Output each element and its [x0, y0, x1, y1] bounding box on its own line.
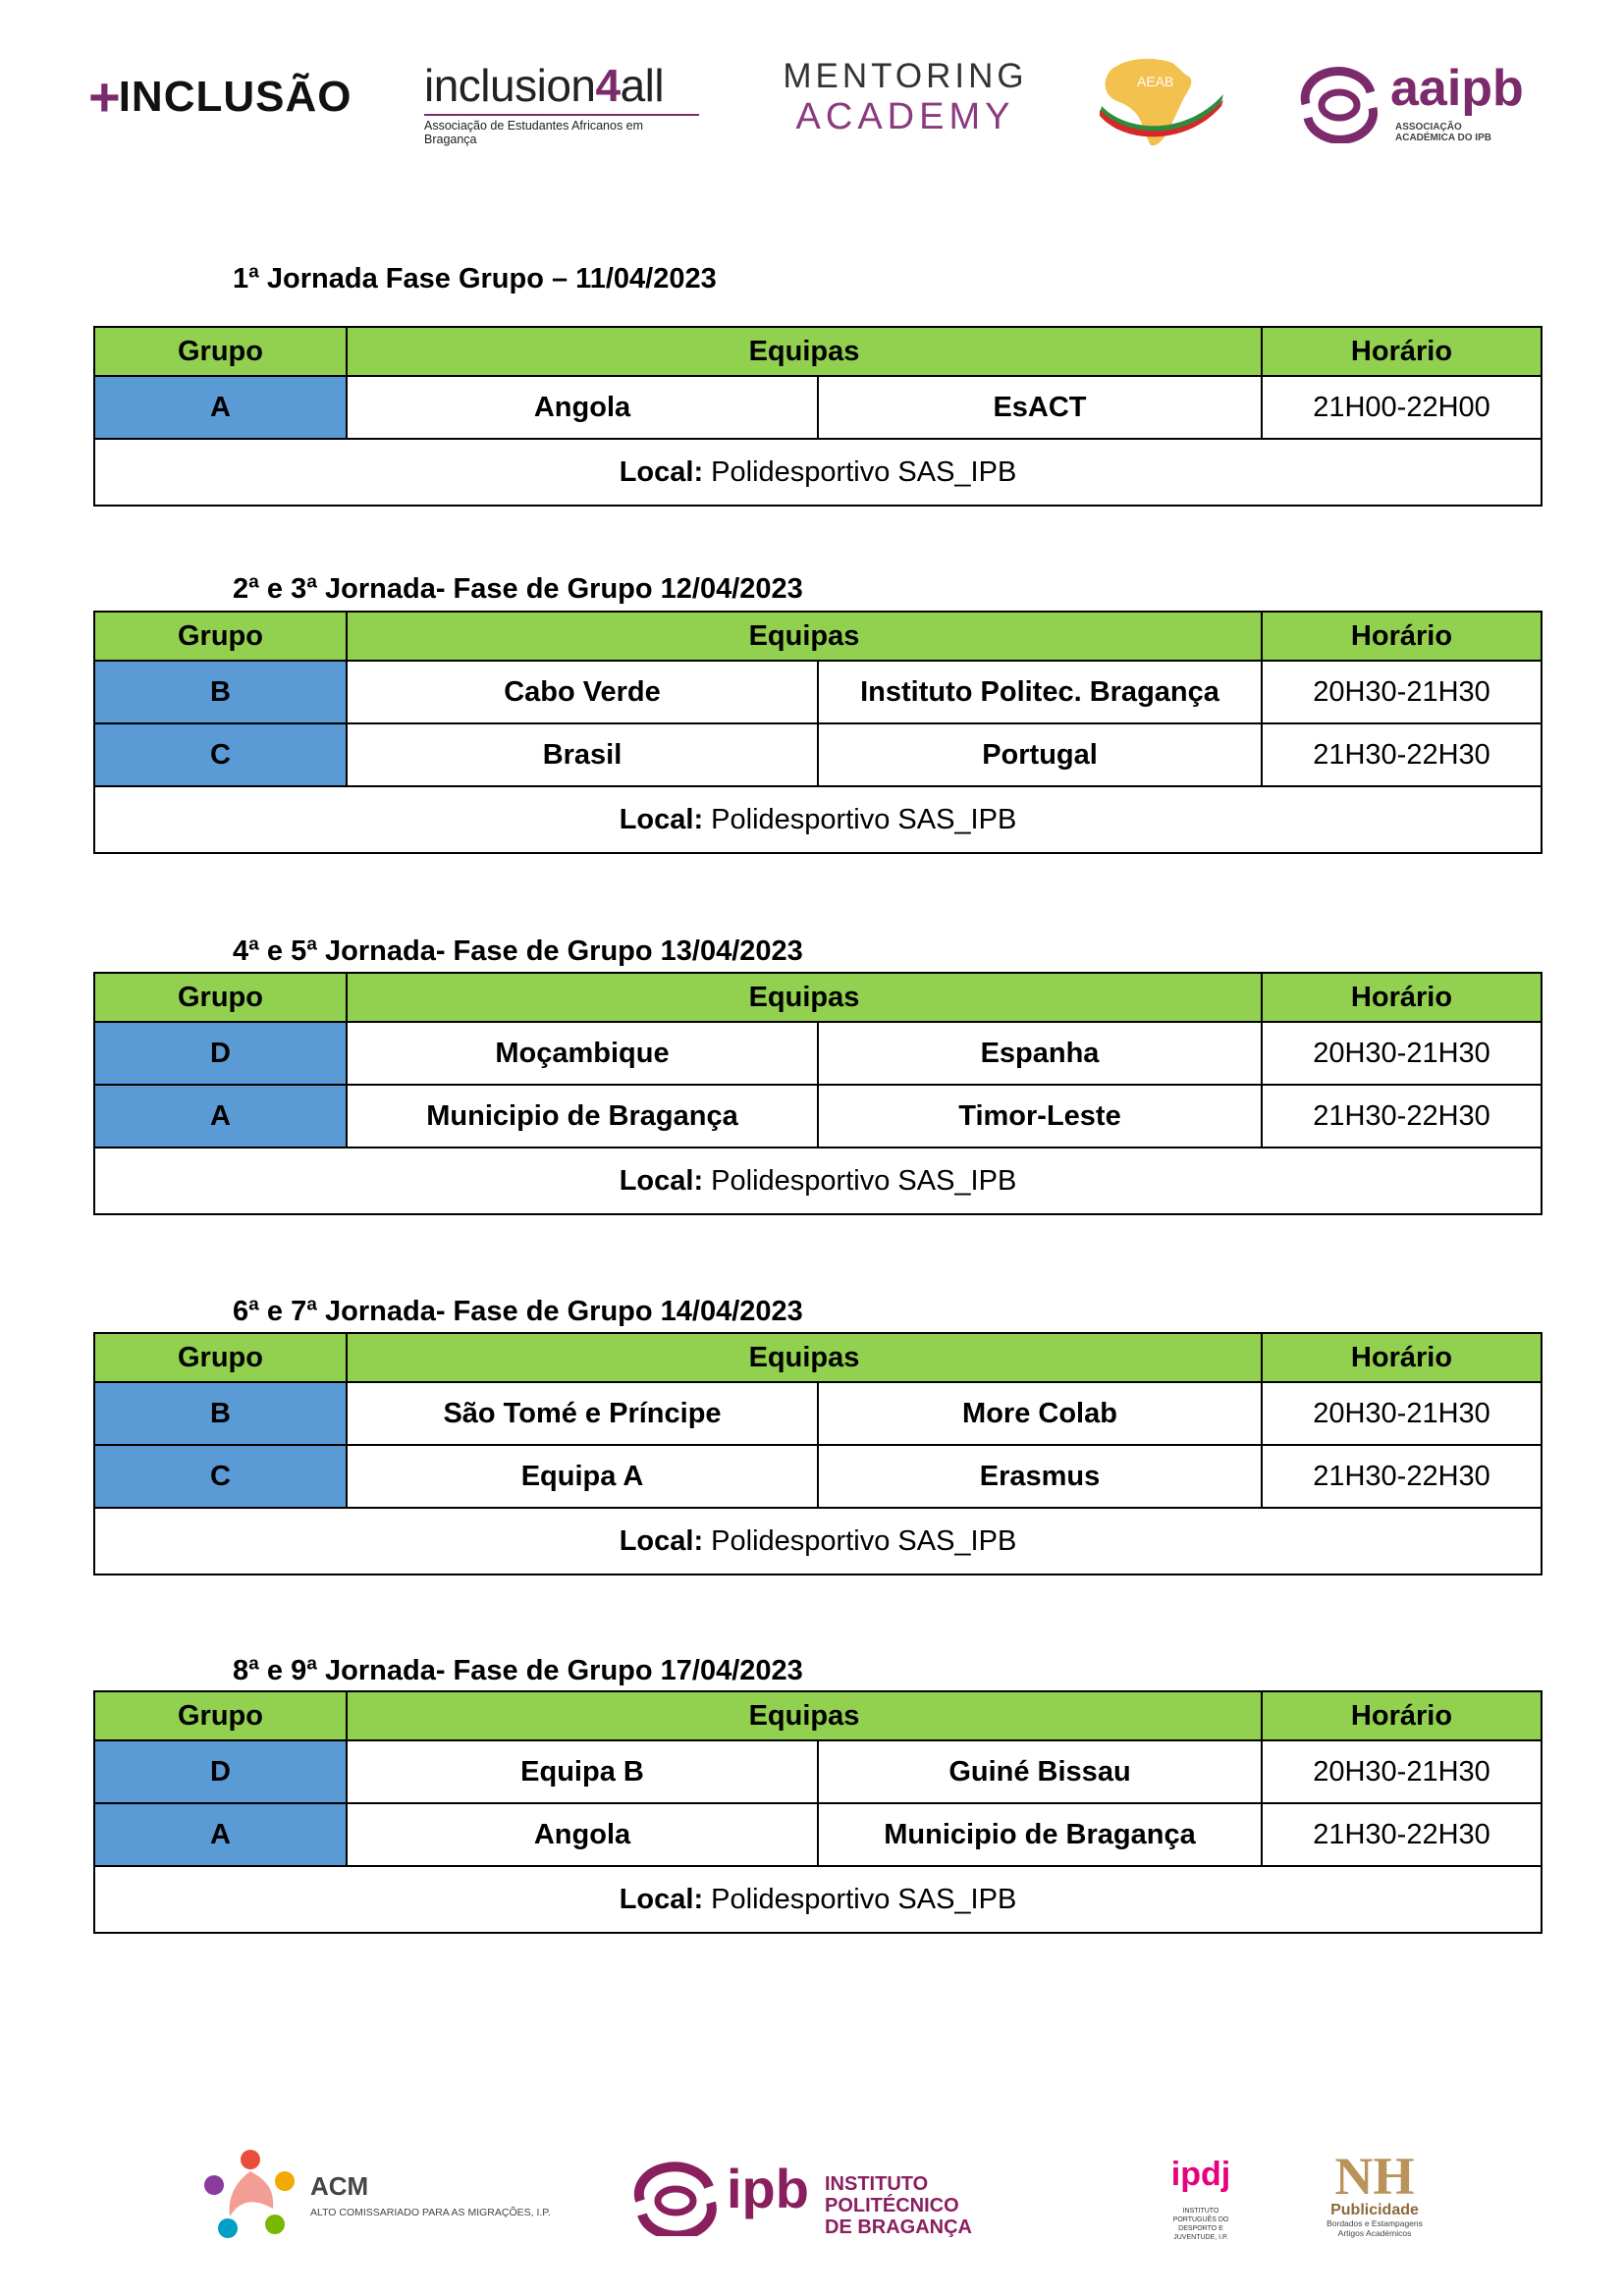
- time-cell: 21H30-22H30: [1262, 1445, 1542, 1508]
- aaipb-emblem-icon: [1292, 65, 1386, 143]
- table-row: [94, 1085, 1542, 1148]
- header-group: Grupo: [94, 612, 347, 661]
- group-cell: C: [94, 723, 347, 786]
- inclusion4all-logo-subtitle: Associação de Estudantes Africanos em Bragança: [424, 114, 699, 146]
- group-cell: A: [94, 1085, 347, 1148]
- svg-text:AEAB: AEAB: [1137, 74, 1174, 89]
- team-away-cell: Guiné Bissau: [818, 1740, 1262, 1803]
- acm-logo-subtitle: ALTO COMISSARIADO PARA AS MIGRAÇÕES, I.P.: [310, 2207, 551, 2218]
- group-cell: D: [94, 1022, 347, 1085]
- location-cell: [94, 786, 1542, 853]
- header-group: Grupo: [94, 1333, 347, 1382]
- time-cell: 21H00-22H00: [1262, 376, 1542, 439]
- group-cell: D: [94, 1740, 347, 1803]
- group-cell: B: [94, 661, 347, 723]
- group-cell: A: [94, 1803, 347, 1866]
- ipb-logo: [628, 2158, 1060, 2240]
- table-row: [94, 376, 1542, 439]
- header-teams: Equipas: [347, 973, 1262, 1022]
- header-logos: [0, 55, 1624, 163]
- table-row: [94, 1382, 1542, 1445]
- location-value: Polidesportivo SAS_IPB: [711, 1524, 1017, 1557]
- aeab-logo: [1096, 55, 1233, 153]
- acm-logo-text: ACM: [310, 2171, 369, 2201]
- location-row: [94, 439, 1542, 506]
- footer-logos: [0, 2140, 1624, 2268]
- team-home-cell: Angola: [347, 376, 818, 439]
- team-away-cell: Portugal: [818, 723, 1262, 786]
- ipb-logo-subtitle: INSTITUTO POLITÉCNICO DE BRAGANÇA: [825, 2173, 972, 2238]
- time-cell: 20H30-21H30: [1262, 1022, 1542, 1085]
- location-value: Polidesportivo SAS_IPB: [711, 1164, 1017, 1197]
- team-home-cell: Equipa B: [347, 1740, 818, 1803]
- team-away-cell: Espanha: [818, 1022, 1262, 1085]
- team-away-cell: Instituto Politec. Bragança: [818, 661, 1262, 723]
- header-teams: Equipas: [347, 327, 1262, 376]
- location-cell: [94, 1508, 1542, 1575]
- team-home-cell: Moçambique: [347, 1022, 818, 1085]
- location-value: Polidesportivo SAS_IPB: [711, 803, 1017, 835]
- team-home-cell: Municipio de Bragança: [347, 1085, 818, 1148]
- time-cell: 21H30-22H30: [1262, 723, 1542, 786]
- section-title: 1ª Jornada Fase Grupo – 11/04/2023: [233, 263, 717, 294]
- table-header-row: [94, 1691, 1542, 1740]
- header-time: Horário: [1262, 327, 1542, 376]
- header-group: Grupo: [94, 327, 347, 376]
- aaipb-logo-subtitle: ASSOCIAÇÃO ACADÉMICA DO IPB: [1395, 122, 1491, 143]
- header-teams: Equipas: [347, 612, 1262, 661]
- table-row: [94, 1740, 1542, 1803]
- location-row: [94, 1148, 1542, 1214]
- time-cell: 20H30-21H30: [1262, 1740, 1542, 1803]
- team-away-cell: EsACT: [818, 376, 1262, 439]
- inclusao-logo-text: INCLUSÃO: [118, 73, 352, 121]
- location-cell: [94, 1866, 1542, 1933]
- table-row: [94, 1445, 1542, 1508]
- header-time: Horário: [1262, 1691, 1542, 1740]
- group-cell: C: [94, 1445, 347, 1508]
- location-label: Local:: [619, 1883, 704, 1915]
- schedule-table: [93, 611, 1543, 854]
- location-label: Local:: [619, 1524, 704, 1557]
- group-cell: B: [94, 1382, 347, 1445]
- location-label: Local:: [619, 455, 704, 488]
- inclusao-logo: [88, 63, 352, 132]
- nh-logo-text: NH: [1334, 2147, 1415, 2206]
- time-cell: 21H30-22H30: [1262, 1085, 1542, 1148]
- section-title: 4ª e 5ª Jornada- Fase de Grupo 13/04/2023: [233, 935, 803, 967]
- mentoring-academy-logo: MENTORING ACADEMY: [783, 57, 1028, 137]
- location-row: [94, 1866, 1542, 1933]
- team-home-cell: Brasil: [347, 723, 818, 786]
- section-title: 2ª e 3ª Jornada- Fase de Grupo 12/04/2023: [233, 573, 803, 605]
- table-header-row: [94, 1333, 1542, 1382]
- team-away-cell: Municipio de Bragança: [818, 1803, 1262, 1866]
- time-cell: 21H30-22H30: [1262, 1803, 1542, 1866]
- header-group: Grupo: [94, 973, 347, 1022]
- time-cell: 20H30-21H30: [1262, 661, 1542, 723]
- table-header-row: [94, 973, 1542, 1022]
- location-value: Polidesportivo SAS_IPB: [711, 455, 1017, 488]
- inclusion4all-logo-text: inclusion4all: [424, 60, 665, 111]
- schedule-table: [93, 1690, 1543, 1934]
- schedule-table: [93, 972, 1543, 1215]
- ipb-emblem-icon: [628, 2162, 723, 2236]
- table-header-row: [94, 612, 1542, 661]
- schedule-table: [93, 1332, 1543, 1575]
- header-time: Horário: [1262, 612, 1542, 661]
- table-row: [94, 1803, 1542, 1866]
- team-home-cell: Equipa A: [347, 1445, 818, 1508]
- acm-emblem-icon: [196, 2140, 304, 2248]
- location-value: Polidesportivo SAS_IPB: [711, 1883, 1017, 1915]
- section-title: 8ª e 9ª Jornada- Fase de Grupo 17/04/2023: [233, 1655, 803, 1686]
- team-away-cell: Timor-Leste: [818, 1085, 1262, 1148]
- team-home-cell: São Tomé e Príncipe: [347, 1382, 818, 1445]
- plus-icon: +: [88, 66, 121, 128]
- table-row: [94, 1022, 1542, 1085]
- nh-publicidade-logo: NH Publicidade Bordados e Estampagens Artigos Académicos: [1321, 2150, 1429, 2258]
- location-label: Local:: [619, 803, 704, 835]
- aaipb-logo: [1292, 59, 1538, 157]
- schedule-table: [93, 326, 1543, 507]
- header-teams: Equipas: [347, 1333, 1262, 1382]
- header-time: Horário: [1262, 973, 1542, 1022]
- team-away-cell: Erasmus: [818, 1445, 1262, 1508]
- location-cell: [94, 439, 1542, 506]
- section-title: 6ª e 7ª Jornada- Fase de Grupo 14/04/2023: [233, 1296, 803, 1327]
- header-teams: Equipas: [347, 1691, 1262, 1740]
- location-label: Local:: [619, 1164, 704, 1197]
- table-header-row: [94, 327, 1542, 376]
- inclusion4all-logo: [424, 59, 699, 147]
- location-row: [94, 1508, 1542, 1575]
- table-row: [94, 723, 1542, 786]
- ipdj-logo-text: ipdj: [1170, 2156, 1231, 2193]
- team-away-cell: More Colab: [818, 1382, 1262, 1445]
- location-cell: [94, 1148, 1542, 1214]
- header-time: Horário: [1262, 1333, 1542, 1382]
- header-group: Grupo: [94, 1691, 347, 1740]
- group-cell: A: [94, 376, 347, 439]
- team-home-cell: Cabo Verde: [347, 661, 818, 723]
- africa-map-icon: [1096, 55, 1233, 153]
- ipdj-logo-subtitle: INSTITUTO PORTUGUÊS DO DESPORTO E JUVENTUDE, I.P.: [1172, 2208, 1229, 2241]
- ipb-logo-text: ipb: [727, 2158, 809, 2219]
- time-cell: 20H30-21H30: [1262, 1382, 1542, 1445]
- team-home-cell: Angola: [347, 1803, 818, 1866]
- ipdj-logo: [1166, 2158, 1235, 2256]
- location-row: [94, 786, 1542, 853]
- aaipb-logo-text: aaipb: [1390, 60, 1524, 117]
- acm-logo: [196, 2140, 550, 2248]
- table-row: [94, 661, 1542, 723]
